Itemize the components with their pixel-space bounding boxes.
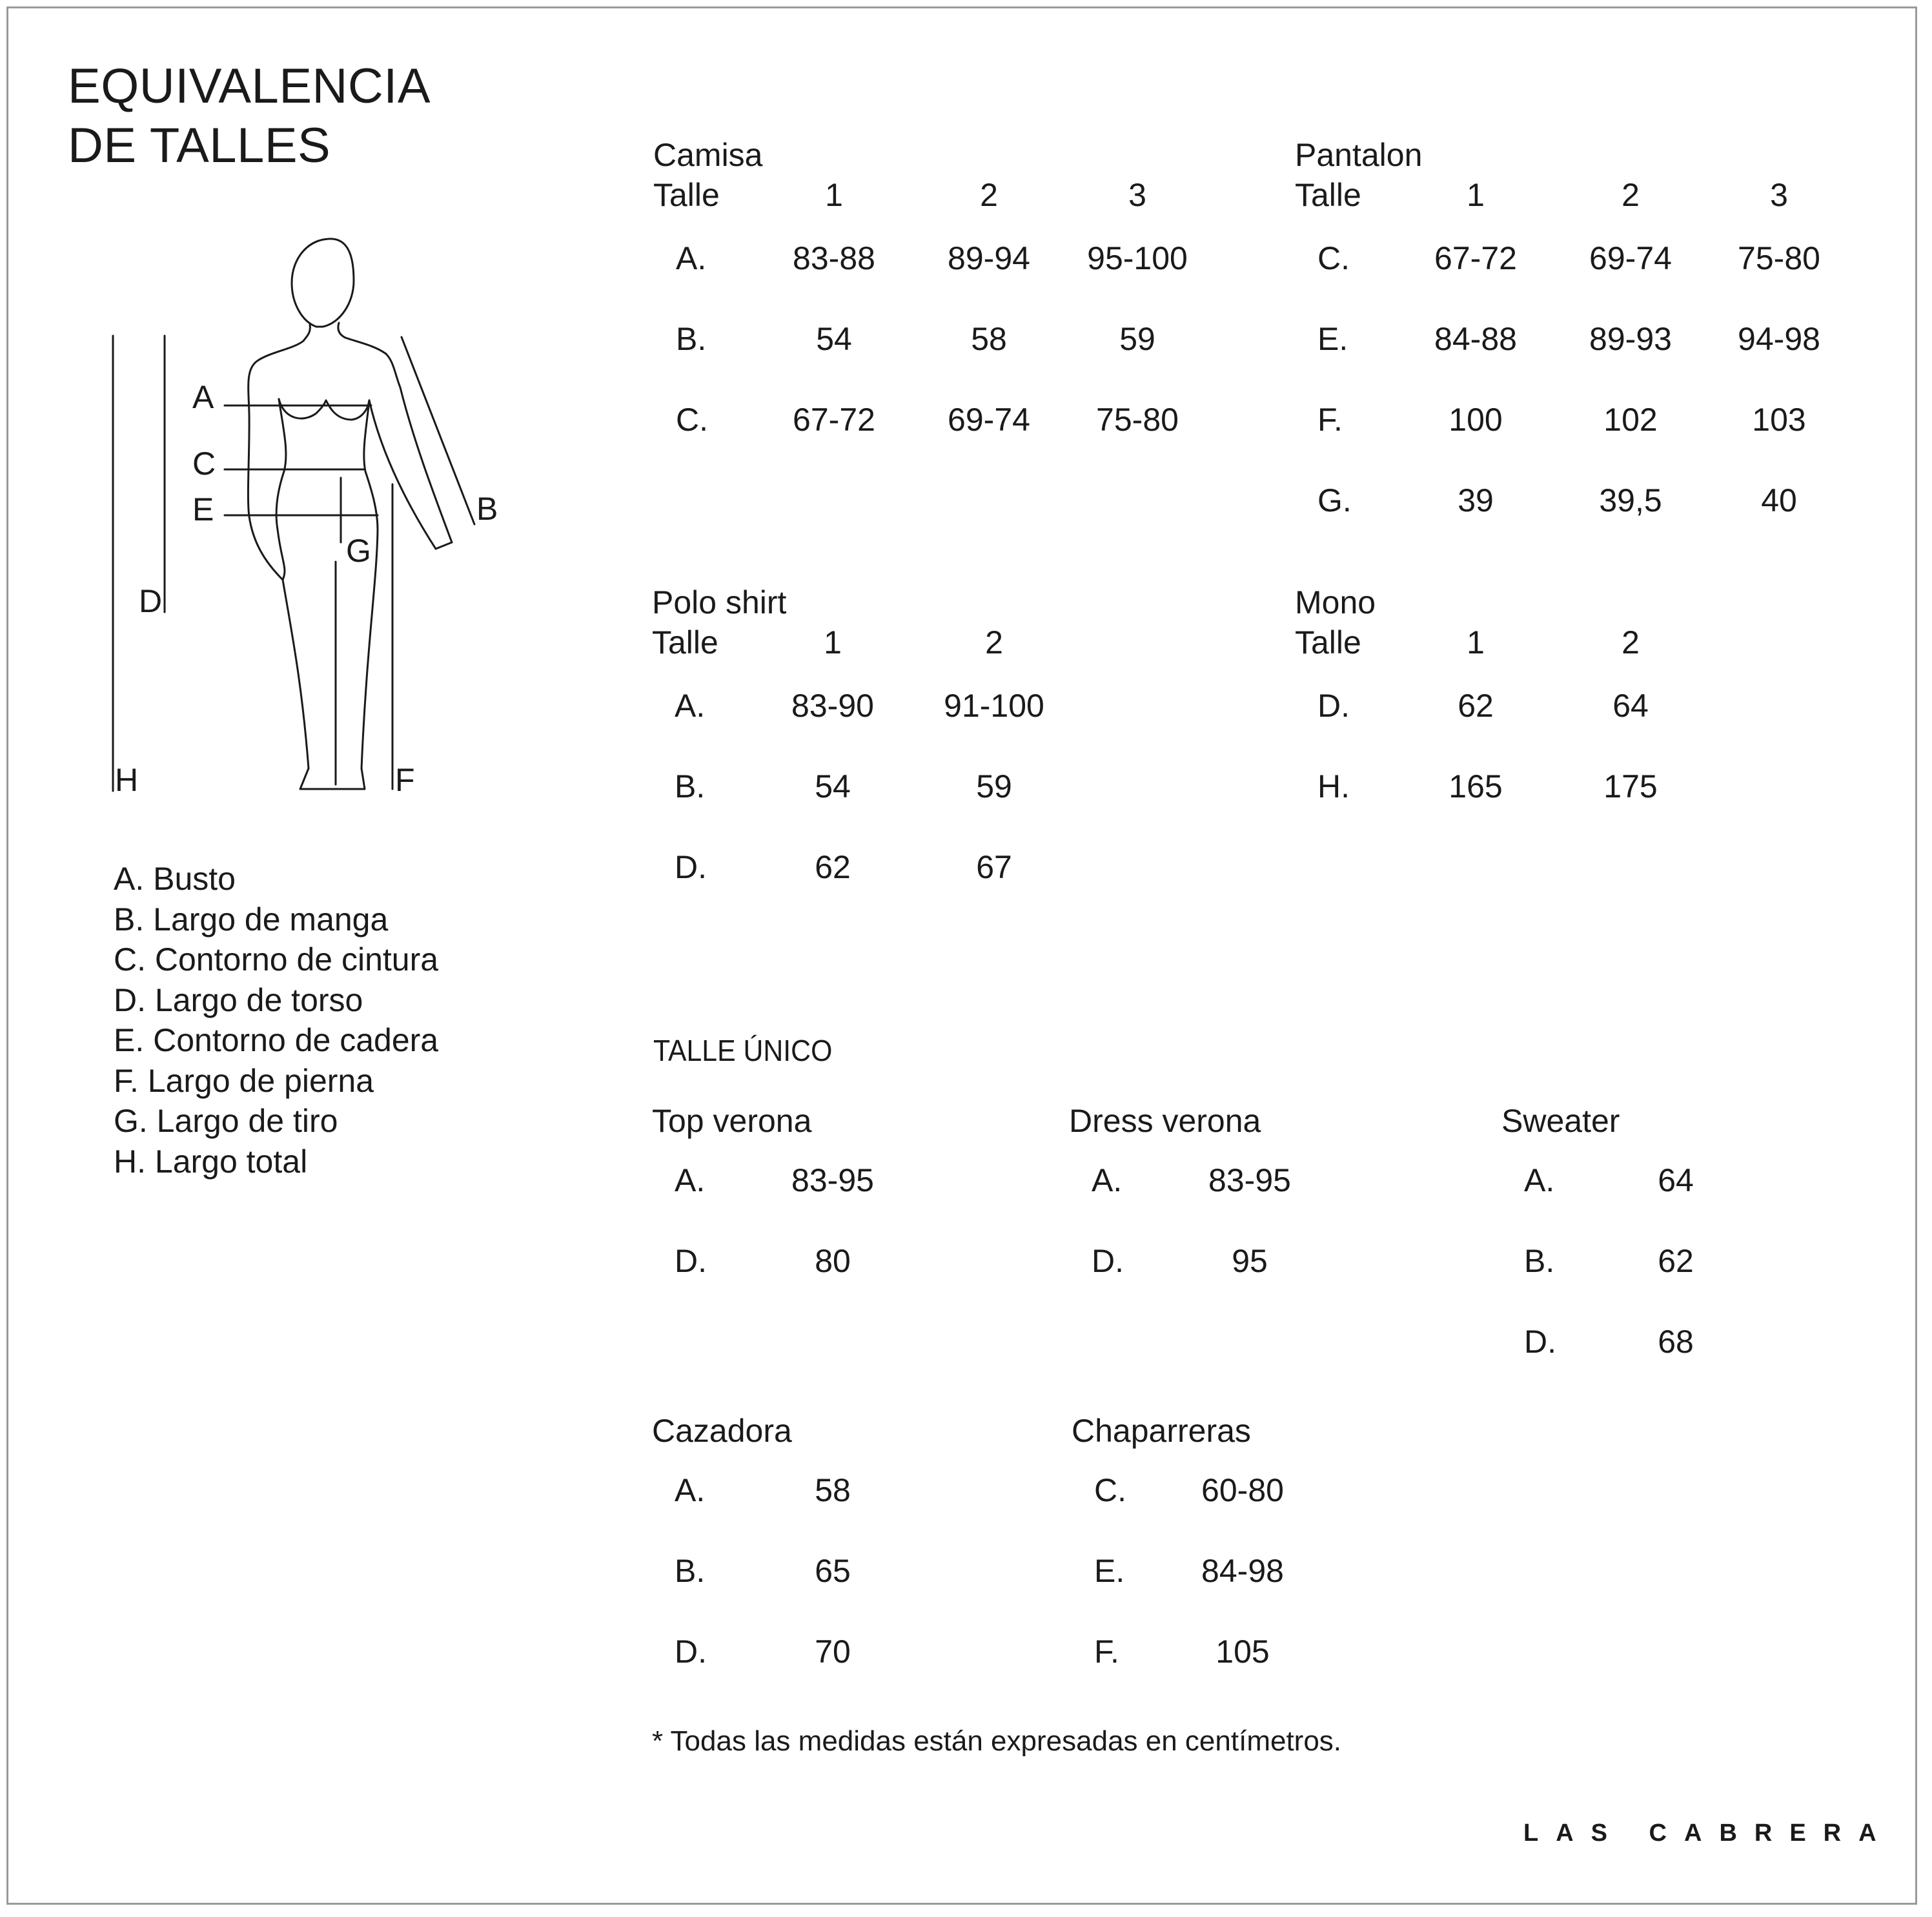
size-value: 54 [815, 768, 851, 805]
footnote: * Todas las medidas están expresadas en centímetros. [652, 1725, 1342, 1757]
figure-head [292, 239, 354, 327]
legend-item: C. Contorno de cintura [114, 941, 439, 978]
header-size: 1 [1467, 624, 1485, 661]
size-value: 59 [976, 768, 1012, 805]
row-label: A. [675, 1472, 706, 1508]
header-size: 2 [1622, 624, 1640, 661]
size-value: 165 [1449, 768, 1503, 805]
legend-item: G. Largo de tiro [114, 1103, 338, 1139]
size-value: 75-80 [1738, 240, 1820, 276]
figure-right-arm-inner [369, 400, 436, 549]
figure-bust [279, 399, 369, 420]
size-value: 105 [1215, 1634, 1270, 1670]
size-value: 62 [815, 849, 851, 885]
header-size: 1 [825, 177, 843, 213]
brand-logo: LAS CABRERA [1523, 1820, 1894, 1847]
row-label: D. [1092, 1243, 1124, 1279]
table-title: Chaparreras [1072, 1413, 1251, 1449]
body-measurement-figure [97, 220, 510, 814]
table-title: Dress verona [1069, 1103, 1261, 1139]
figure-label-h: H [115, 762, 139, 798]
figure-left-leg [283, 580, 309, 768]
size-value: 60-80 [1201, 1472, 1284, 1508]
size-value: 89-93 [1589, 321, 1672, 357]
measurement-legend [114, 859, 438, 1182]
row-label: C. [676, 402, 708, 438]
row-label: D. [675, 1243, 707, 1279]
size-value: 89-94 [948, 240, 1030, 276]
row-label: C. [1094, 1472, 1126, 1508]
title-line-1: EQUIVALENCIA [68, 59, 431, 114]
size-value: 84-88 [1434, 321, 1517, 357]
figure-label-a: A [192, 379, 214, 415]
figure-right-hand [436, 542, 452, 549]
size-value: 64 [1658, 1162, 1694, 1198]
row-label: A. [1524, 1162, 1555, 1198]
row-label: D. [675, 849, 707, 885]
header-talle: Talle [653, 177, 720, 213]
header-size: 1 [824, 624, 842, 661]
header-talle: Talle [1295, 624, 1361, 661]
row-label: D. [1317, 688, 1350, 724]
title-line-2: DE TALLES [68, 118, 331, 173]
row-label: D. [1524, 1324, 1556, 1360]
row-label: H. [1317, 768, 1350, 805]
size-value: 64 [1612, 688, 1649, 724]
size-value: 58 [815, 1472, 851, 1508]
legend-item: B. Largo de manga [114, 901, 389, 938]
table-title: Mono [1295, 584, 1376, 620]
size-value: 62 [1458, 688, 1494, 724]
header-size: 2 [1622, 177, 1640, 213]
size-value: 59 [1119, 321, 1155, 357]
size-value: 67 [976, 849, 1012, 885]
size-value: 58 [971, 321, 1007, 357]
page-title [68, 57, 431, 176]
header-size: 3 [1770, 177, 1788, 213]
table-title: Cazadora [652, 1413, 792, 1449]
legend-item: F. Largo de pierna [114, 1062, 374, 1099]
header-size: 2 [980, 177, 998, 213]
figure-label-d: D [139, 583, 163, 619]
figure-torso-right [361, 400, 378, 768]
size-value: 83-95 [1208, 1162, 1291, 1198]
table-title: Sweater [1501, 1103, 1620, 1139]
size-value: 68 [1658, 1324, 1694, 1360]
row-label: A. [1092, 1162, 1123, 1198]
header-size: 2 [985, 624, 1003, 661]
size-value: 67-72 [793, 402, 875, 438]
row-label: A. [676, 240, 707, 276]
size-value: 39 [1458, 482, 1494, 518]
row-label: B. [1524, 1243, 1555, 1279]
size-value: 69-74 [1589, 240, 1672, 276]
header-talle: Talle [652, 624, 718, 661]
figure-label-f: F [395, 762, 415, 798]
row-label: A. [675, 688, 706, 724]
table-title: Camisa [653, 137, 763, 173]
size-value: 100 [1449, 402, 1503, 438]
size-value: 54 [816, 321, 852, 357]
size-value: 91-100 [944, 688, 1044, 724]
size-value: 102 [1603, 402, 1658, 438]
legend-item: A. Busto [114, 861, 236, 897]
size-value: 84-98 [1201, 1553, 1284, 1589]
figure-feet [300, 768, 365, 789]
size-value: 39,5 [1599, 482, 1662, 518]
legend-item: H. Largo total [114, 1143, 308, 1180]
row-label: F. [1317, 402, 1343, 438]
size-value: 70 [815, 1634, 851, 1670]
size-value: 83-88 [793, 240, 875, 276]
size-value: 103 [1752, 402, 1806, 438]
size-value: 67-72 [1434, 240, 1517, 276]
row-label: A. [675, 1162, 706, 1198]
size-value: 83-90 [791, 688, 874, 724]
size-value: 62 [1658, 1243, 1694, 1279]
row-label: C. [1317, 240, 1350, 276]
size-value: 75-80 [1096, 402, 1179, 438]
figure-label-b: B [476, 491, 498, 527]
size-value: 80 [815, 1243, 851, 1279]
legend-item: E. Contorno de cadera [114, 1022, 439, 1058]
row-label: B. [676, 321, 707, 357]
header-talle: Talle [1295, 177, 1361, 213]
size-value: 94-98 [1738, 321, 1820, 357]
row-label: E. [1317, 321, 1348, 357]
size-value: 95 [1232, 1243, 1268, 1279]
size-value: 175 [1603, 768, 1658, 805]
table-title: Pantalon [1295, 137, 1423, 173]
row-label: F. [1094, 1634, 1119, 1670]
row-label: B. [675, 768, 706, 805]
row-label: B. [675, 1553, 706, 1589]
table-title: Polo shirt [652, 584, 787, 620]
figure-label-c: C [192, 446, 216, 482]
size-value: 40 [1761, 482, 1797, 518]
size-value: 83-95 [791, 1162, 874, 1198]
talle-unico-heading: TALLE ÚNICO [653, 1034, 833, 1067]
header-size: 3 [1128, 177, 1146, 213]
table-title: Top verona [652, 1103, 812, 1139]
figure-torso-left [276, 399, 286, 580]
size-value: 65 [815, 1553, 851, 1589]
legend-item: D. Largo de torso [114, 981, 363, 1018]
size-value: 95-100 [1087, 240, 1188, 276]
size-value: 69-74 [948, 402, 1030, 438]
row-label: D. [675, 1634, 707, 1670]
figure-label-e: E [192, 491, 214, 528]
figure-label-g: G [346, 533, 371, 569]
header-size: 1 [1467, 177, 1485, 213]
row-label: G. [1317, 482, 1352, 518]
figure-neck-right [338, 323, 386, 354]
figure-neck-left [258, 325, 310, 360]
row-label: E. [1094, 1553, 1125, 1589]
